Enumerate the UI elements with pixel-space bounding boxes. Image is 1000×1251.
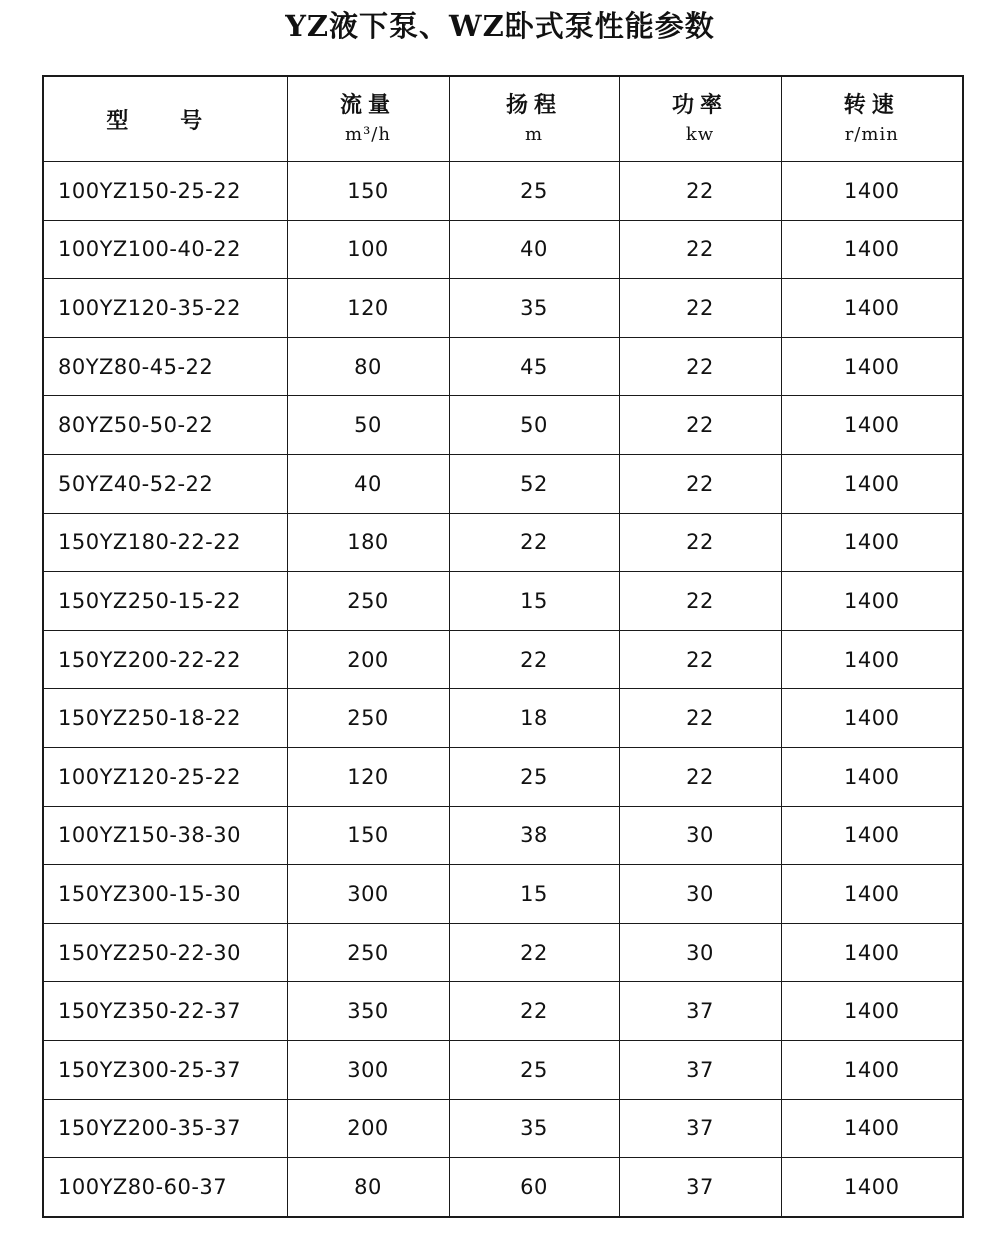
- flow-cell: 80: [287, 1158, 449, 1217]
- model-cell: 150YZ250-22-30: [43, 923, 287, 982]
- head-cell: 25: [449, 162, 619, 221]
- flow-cell: 250: [287, 689, 449, 748]
- power-cell: 30: [619, 806, 781, 865]
- table-body: [43, 162, 963, 1217]
- flow-cell: 200: [287, 630, 449, 689]
- power-cell: 30: [619, 865, 781, 924]
- head-cell: 25: [449, 747, 619, 806]
- table-row: [43, 279, 963, 338]
- power-cell: 22: [619, 689, 781, 748]
- flow-cell: 180: [287, 513, 449, 572]
- power-cell: 22: [619, 162, 781, 221]
- table-row: [43, 982, 963, 1041]
- head-cell: 22: [449, 982, 619, 1041]
- header-flow: [287, 76, 449, 162]
- model-cell: 80YZ50-50-22: [43, 396, 287, 455]
- model-cell: 150YZ180-22-22: [43, 513, 287, 572]
- head-cell: 38: [449, 806, 619, 865]
- table-row: [43, 865, 963, 924]
- power-cell: 22: [619, 513, 781, 572]
- flow-cell: 350: [287, 982, 449, 1041]
- head-cell: 40: [449, 220, 619, 279]
- flow-cell: 80: [287, 337, 449, 396]
- head-cell: 18: [449, 689, 619, 748]
- header-power: [619, 76, 781, 162]
- table-row: [43, 689, 963, 748]
- table-row: [43, 337, 963, 396]
- header-head-unit: m: [524, 124, 544, 145]
- model-cell: 150YZ200-22-22: [43, 630, 287, 689]
- model-cell: 150YZ350-22-37: [43, 982, 287, 1041]
- power-cell: 37: [619, 1040, 781, 1099]
- power-cell: 22: [619, 630, 781, 689]
- flow-cell: 100: [287, 220, 449, 279]
- power-cell: 22: [619, 337, 781, 396]
- page-title: YZ液下泵、WZ卧式泵性能参数: [285, 9, 715, 43]
- table-header: [43, 76, 963, 162]
- head-cell: 35: [449, 279, 619, 338]
- model-cell: 150YZ300-15-30: [43, 865, 287, 924]
- table-row: [43, 513, 963, 572]
- table-row: [43, 806, 963, 865]
- flow-cell: 300: [287, 865, 449, 924]
- table-row: [43, 454, 963, 513]
- speed-cell: 1400: [781, 1099, 963, 1158]
- pump-spec-table: [42, 75, 964, 1218]
- model-cell: 80YZ80-45-22: [43, 337, 287, 396]
- header-power-label: 功率: [671, 92, 728, 118]
- flow-cell: 120: [287, 747, 449, 806]
- speed-cell: 1400: [781, 630, 963, 689]
- table-row: [43, 1040, 963, 1099]
- table-row: [43, 1099, 963, 1158]
- model-cell: 100YZ80-60-37: [43, 1158, 287, 1217]
- table-row: [43, 747, 963, 806]
- speed-cell: 1400: [781, 220, 963, 279]
- power-cell: 22: [619, 396, 781, 455]
- flow-cell: 150: [287, 806, 449, 865]
- table-row: [43, 923, 963, 982]
- speed-cell: 1400: [781, 923, 963, 982]
- header-power-unit: kw: [685, 124, 715, 145]
- table-row: [43, 220, 963, 279]
- speed-cell: 1400: [781, 337, 963, 396]
- head-cell: 22: [449, 513, 619, 572]
- head-cell: 60: [449, 1158, 619, 1217]
- head-cell: 22: [449, 630, 619, 689]
- flow-cell: 300: [287, 1040, 449, 1099]
- power-cell: 37: [619, 982, 781, 1041]
- header-model-label: 型 号: [106, 107, 225, 134]
- power-cell: 22: [619, 572, 781, 631]
- model-cell: 50YZ40-52-22: [43, 454, 287, 513]
- header-flow-unit: m³/h: [345, 124, 391, 145]
- table-row: [43, 1158, 963, 1217]
- power-cell: 30: [619, 923, 781, 982]
- flow-cell: 120: [287, 279, 449, 338]
- flow-cell: 200: [287, 1099, 449, 1158]
- model-cell: 100YZ150-25-22: [43, 162, 287, 221]
- header-head: [449, 76, 619, 162]
- model-cell: 150YZ300-25-37: [43, 1040, 287, 1099]
- speed-cell: 1400: [781, 513, 963, 572]
- header-head-label: 扬程: [505, 92, 562, 118]
- head-cell: 35: [449, 1099, 619, 1158]
- flow-cell: 150: [287, 162, 449, 221]
- flow-cell: 40: [287, 454, 449, 513]
- table-row: [43, 572, 963, 631]
- header-row: [43, 76, 963, 162]
- table-row: [43, 162, 963, 221]
- speed-cell: 1400: [781, 1040, 963, 1099]
- model-cell: 100YZ150-38-30: [43, 806, 287, 865]
- power-cell: 22: [619, 279, 781, 338]
- head-cell: 15: [449, 865, 619, 924]
- speed-cell: 1400: [781, 454, 963, 513]
- flow-cell: 250: [287, 923, 449, 982]
- speed-cell: 1400: [781, 689, 963, 748]
- header-speed: [781, 76, 963, 162]
- speed-cell: 1400: [781, 806, 963, 865]
- speed-cell: 1400: [781, 865, 963, 924]
- head-cell: 15: [449, 572, 619, 631]
- power-cell: 22: [619, 220, 781, 279]
- power-cell: 22: [619, 747, 781, 806]
- head-cell: 50: [449, 396, 619, 455]
- power-cell: 22: [619, 454, 781, 513]
- table-row: [43, 630, 963, 689]
- head-cell: 22: [449, 923, 619, 982]
- speed-cell: 1400: [781, 1158, 963, 1217]
- flow-cell: 250: [287, 572, 449, 631]
- model-cell: 150YZ250-15-22: [43, 572, 287, 631]
- table-row: [43, 396, 963, 455]
- header-model: [43, 76, 287, 162]
- model-cell: 150YZ250-18-22: [43, 689, 287, 748]
- head-cell: 52: [449, 454, 619, 513]
- header-speed-unit: r/min: [844, 124, 899, 145]
- model-cell: 100YZ100-40-22: [43, 220, 287, 279]
- speed-cell: 1400: [781, 572, 963, 631]
- power-cell: 37: [619, 1099, 781, 1158]
- head-cell: 25: [449, 1040, 619, 1099]
- head-cell: 45: [449, 337, 619, 396]
- header-flow-label: 流量: [339, 92, 396, 118]
- speed-cell: 1400: [781, 396, 963, 455]
- flow-cell: 50: [287, 396, 449, 455]
- model-cell: 150YZ200-35-37: [43, 1099, 287, 1158]
- speed-cell: 1400: [781, 747, 963, 806]
- power-cell: 37: [619, 1158, 781, 1217]
- speed-cell: 1400: [781, 162, 963, 221]
- speed-cell: 1400: [781, 279, 963, 338]
- header-speed-label: 转速: [843, 92, 900, 118]
- speed-cell: 1400: [781, 982, 963, 1041]
- model-cell: 100YZ120-35-22: [43, 279, 287, 338]
- model-cell: 100YZ120-25-22: [43, 747, 287, 806]
